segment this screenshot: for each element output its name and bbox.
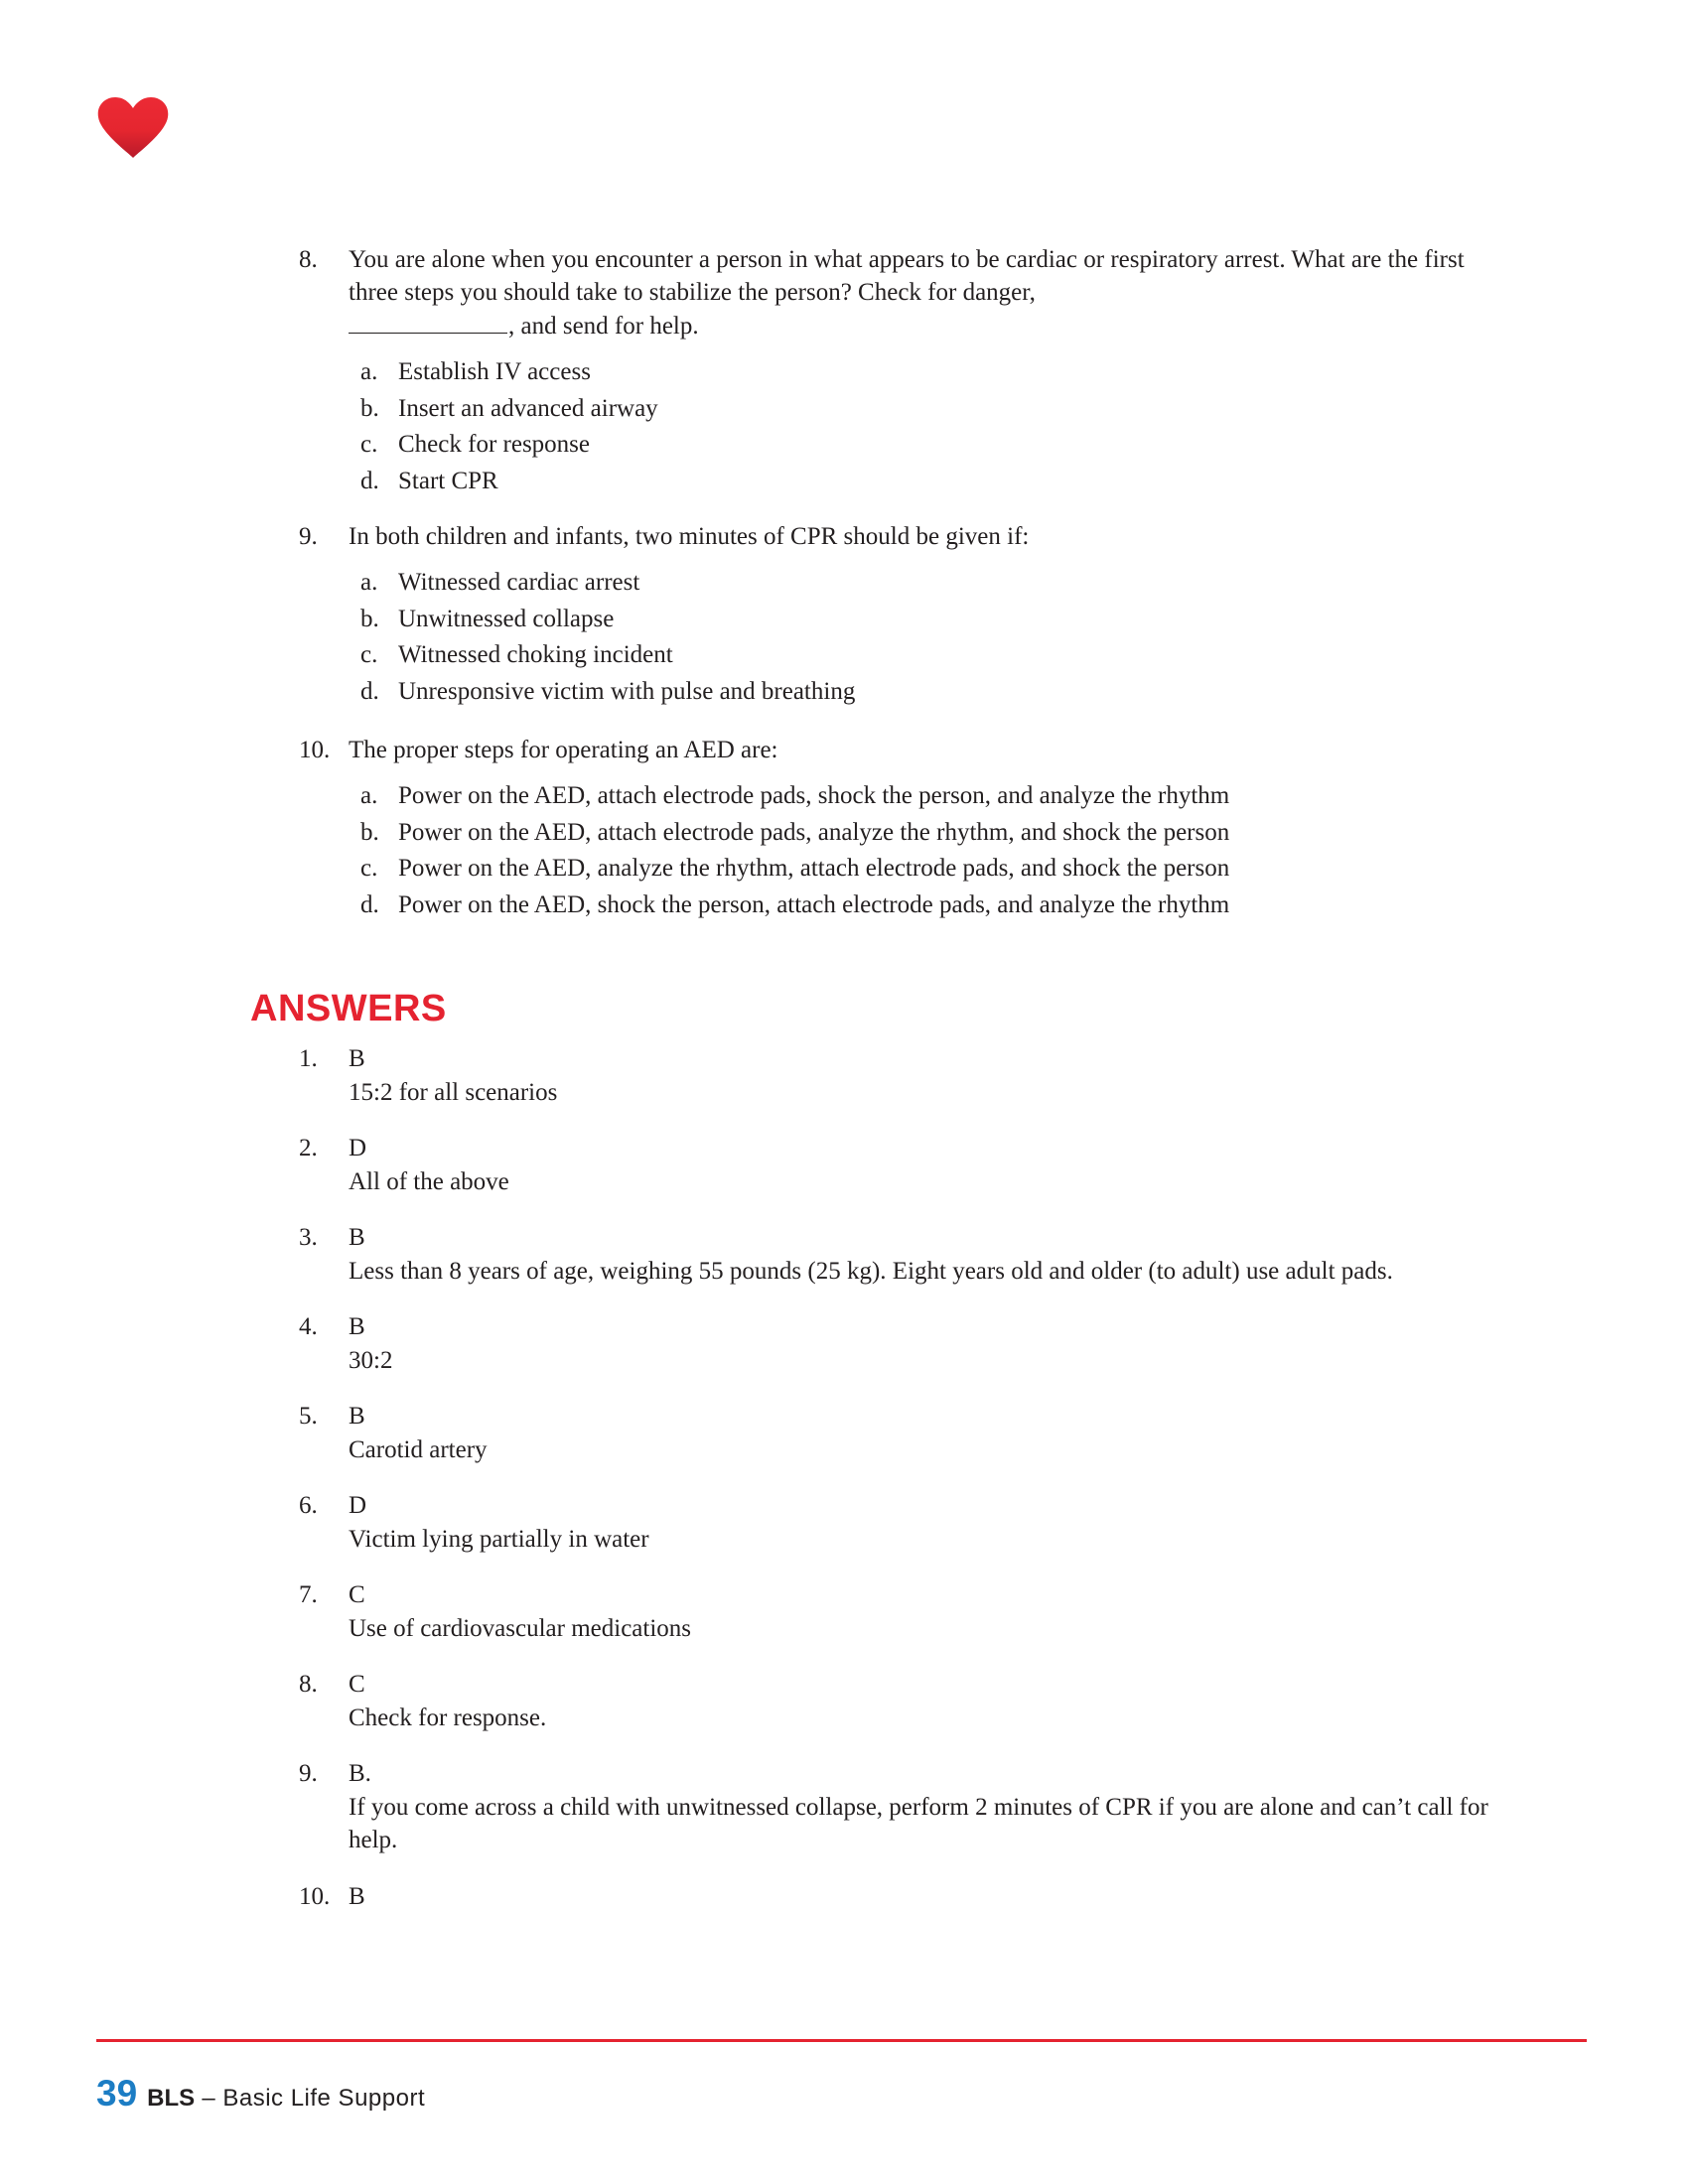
option-b: b. Power on the AED, attach electrode pads, analyze the rhythm, and shock the person [360, 818, 1230, 846]
fill-in-blank [349, 309, 507, 334]
answer-explanation: All of the above [349, 1167, 509, 1195]
answer-choice: B [349, 1313, 365, 1340]
answer-options [360, 778, 1490, 923]
answer-explanation: Less than 8 years of age, weighing 55 pounds (25 kg). Eight years old and older (to adult) use adult pads. [349, 1257, 1393, 1285]
answer-explanation: 30:2 [349, 1346, 393, 1374]
book-title: – Basic Life Support [195, 2085, 426, 2112]
option-c: c. Power on the AED, analyze the rhythm, attach electrode pads, and shock the person [360, 855, 1230, 882]
question-number: 9. [299, 523, 318, 550]
answer-item: 3. B Less than 8 years of age, weighing 55 pounds (25 kg). Eight years old and older (to adult) use adult pads. [299, 1221, 1510, 1288]
answer-choice: C [349, 1581, 365, 1608]
option-d: d. Start CPR [360, 467, 498, 494]
answer-item: 10. B [299, 1880, 1510, 1914]
answer-choice: B [349, 1045, 365, 1072]
answer-choice: D [349, 1492, 367, 1519]
option-a: a. Witnessed cardiac arrest [360, 569, 640, 596]
answer-choice: B [349, 1882, 365, 1910]
answer-choice: B [349, 1403, 365, 1430]
question-8 [299, 243, 1490, 499]
option-a: a. Establish IV access [360, 358, 591, 385]
question-text: In both children and infants, two minutes of CPR should be given if: [349, 523, 1030, 550]
book-code: BLS [147, 2085, 196, 2112]
answer-item: 7. C Use of cardiovascular medications [299, 1578, 1510, 1645]
question-number: 10. [299, 737, 331, 763]
page-number: 39 [96, 2073, 138, 2114]
answer-options [360, 354, 1490, 499]
answer-choice: B [349, 1224, 365, 1251]
page-footer [96, 2073, 425, 2115]
answer-explanation: Victim lying partially in water [349, 1525, 649, 1553]
option-b: b. Insert an advanced airway [360, 394, 658, 422]
option-a: a. Power on the AED, attach electrode pads, shock the person, and analyze the rhythm [360, 782, 1230, 809]
answer-explanation: If you come across a child with unwitnessed collapse, perform 2 minutes of CPR if you are alone and can’t call for help. [349, 1793, 1488, 1853]
option-d: d. Unresponsive victim with pulse and breathing [360, 677, 856, 705]
option-c: c. Witnessed choking incident [360, 641, 673, 668]
answer-item: 5. B Carotid artery [299, 1400, 1510, 1466]
answer-explanation: Check for response. [349, 1704, 547, 1731]
answer-item: 2. D All of the above [299, 1132, 1510, 1198]
footer-divider [96, 2039, 1587, 2042]
answer-explanation: Use of cardiovascular medications [349, 1614, 692, 1642]
heart-icon [97, 97, 169, 159]
option-d: d. Power on the AED, shock the person, attach electrode pads, and analyze the rhythm [360, 890, 1230, 918]
question-number: 8. [299, 246, 318, 273]
answer-choice: B. [349, 1760, 371, 1787]
question-10 [299, 734, 1490, 923]
answer-item: 4. B 30:2 [299, 1310, 1510, 1377]
answer-choice: D [349, 1135, 367, 1161]
answer-item: 6. D Victim lying partially in water [299, 1489, 1510, 1556]
option-b: b. Unwitnessed collapse [360, 605, 615, 632]
answer-choice: C [349, 1671, 365, 1698]
answer-options [360, 565, 1490, 710]
question-text: The proper steps for operating an AED are: [349, 737, 778, 763]
question-text: You are alone when you encounter a person in what appears to be cardiac or respiratory arrest. What are the first three steps you should take to stabilize the person? Check for danger, , and send for help. [349, 246, 1465, 340]
question-9 [299, 520, 1490, 710]
answers-heading: ANSWERS [250, 988, 447, 1029]
answer-explanation: Carotid artery [349, 1435, 488, 1463]
answer-item: 8. C Check for response. [299, 1668, 1510, 1734]
answer-item: 9. B. If you come across a child with unwitnessed collapse, perform 2 minutes of CPR if you are alone and can’t call for help. [299, 1757, 1510, 1857]
answers-list [299, 1042, 1510, 1936]
option-c: c. Check for response [360, 431, 590, 458]
answer-explanation: 15:2 for all scenarios [349, 1078, 558, 1106]
answer-item: 1. B 15:2 for all scenarios [299, 1042, 1510, 1109]
